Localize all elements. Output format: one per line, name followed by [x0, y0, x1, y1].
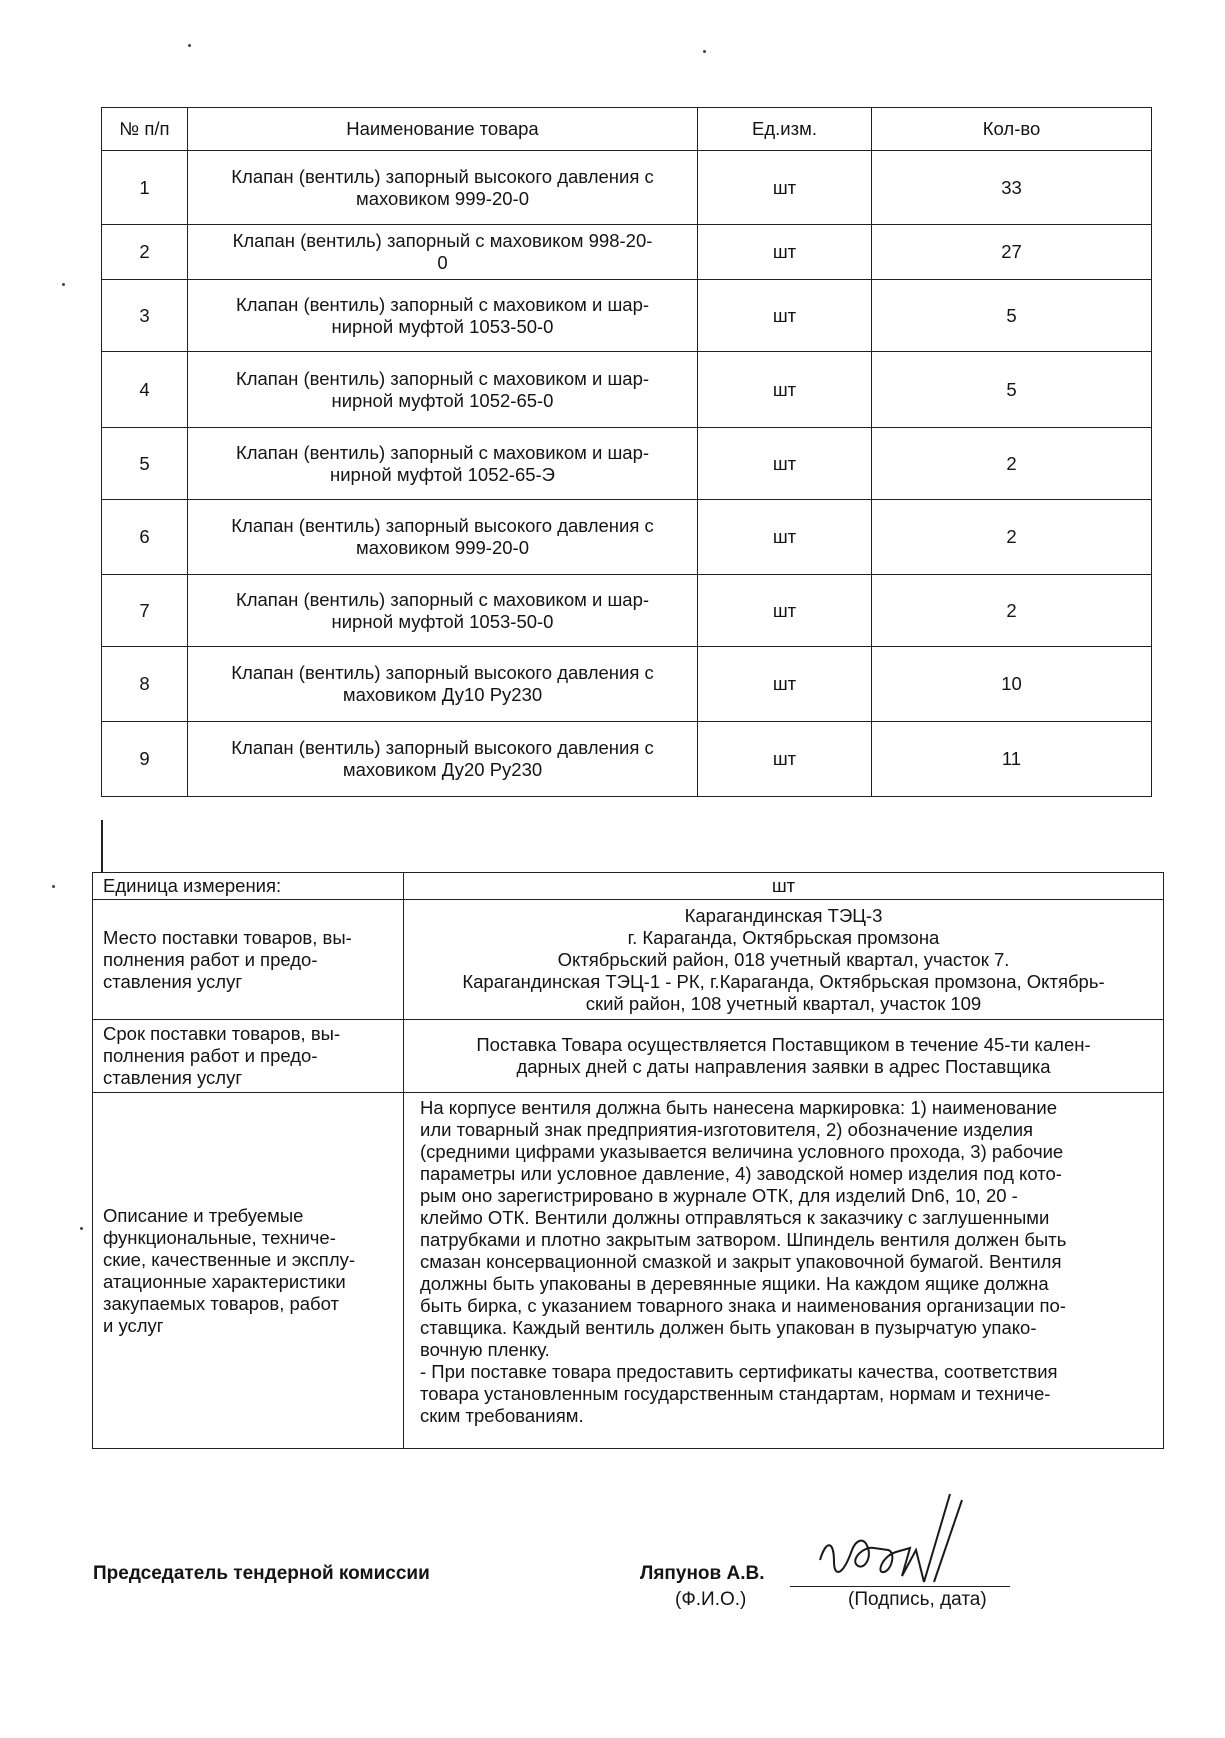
description-value-line: товара установленным государственным стандартам, нормам и техниче-	[420, 1383, 1051, 1404]
table-row	[102, 225, 1152, 280]
scan-speck	[80, 1227, 83, 1230]
description-value-line: На корпусе вентиля должна быть нанесена маркировка: 1) наименование	[420, 1097, 1058, 1118]
row-name	[188, 500, 698, 575]
row-name-line: нирной муфтой 1053-50-0	[331, 315, 554, 337]
row-unit: шт	[698, 500, 872, 575]
row-name-line: нирной муфтой 1052-65-Э	[330, 463, 555, 485]
table-row	[102, 500, 1152, 575]
row-qty: 11	[872, 722, 1152, 797]
row-name-line: Клапан (вентиль) запорный с маховиком и шар-	[235, 441, 650, 463]
row-qty: 2	[872, 500, 1152, 575]
header-unit: Ед.изм.	[698, 108, 872, 151]
term-label-line: Срок поставки товаров, вы-	[103, 1023, 341, 1044]
description-value-line: параметры или условное давление, 4) заводской номер изделия под кото-	[420, 1163, 1062, 1184]
table-header-row	[102, 108, 1152, 151]
row-name	[188, 575, 698, 647]
description-value-line: вочную пленку.	[420, 1339, 550, 1360]
items-table	[101, 107, 1152, 797]
row-name-line: маховиком 999-20-0	[355, 187, 529, 209]
row-num: 8	[102, 647, 188, 722]
row-name-line: Клапан (вентиль) запорный с маховиком и шар-	[235, 588, 650, 610]
term-label-line: ставления услуг	[103, 1067, 243, 1088]
description-value-line: рым оно зарегистрировано в журнале ОТК, для изделий Dn6, 10, 20 -	[420, 1185, 1018, 1206]
row-name-line: маховиком Ду10 Ру230	[342, 684, 543, 705]
description-label-line: функциональные, техниче-	[103, 1226, 336, 1248]
signature-caption: (Подпись, дата)	[848, 1589, 987, 1610]
table-row	[102, 722, 1152, 797]
description-value-line: быть бирка, с указанием товарного знака и наименования организации по-	[420, 1295, 1066, 1316]
row-qty: 5	[872, 352, 1152, 428]
row-num: 5	[102, 428, 188, 500]
term-label-line: полнения работ и предо-	[103, 1045, 318, 1066]
scan-speck	[62, 283, 65, 286]
row-unit: шт	[698, 352, 872, 428]
row-name	[188, 280, 698, 352]
row-name-line: Клапан (вентиль) запорный с маховиком 998-20-	[232, 230, 653, 251]
row-name	[188, 428, 698, 500]
row-num: 2	[102, 225, 188, 280]
place-label-line: ставления услуг	[103, 970, 243, 992]
row-name-line: маховиком Ду20 Ру230	[342, 759, 543, 780]
table-row	[102, 647, 1152, 722]
table-row	[102, 151, 1152, 225]
description-value-line: клеймо ОТК. Вентили должны отправляться к заказчику с заглушенными	[420, 1207, 1050, 1228]
place-value-line: г. Караганда, Октябрьская промзона	[627, 926, 940, 948]
row-qty: 33	[872, 151, 1152, 225]
row-name-line: нирной муфтой 1052-65-0	[331, 389, 554, 411]
row-unit: шт	[698, 225, 872, 280]
header-qty: Кол-во	[872, 108, 1152, 151]
row-name-line: Клапан (вентиль) запорный высокого давления с	[231, 662, 654, 683]
description-label	[93, 1093, 404, 1449]
term-value-line: дарных дней с даты направления заявки в адрес Поставщика	[516, 1056, 1051, 1077]
scan-speck	[188, 44, 191, 47]
row-name-line: Клапан (вентиль) запорный с маховиком и шар-	[235, 293, 650, 315]
place-value-line: Карагандинская ТЭЦ-1 - РК, г.Караганда, Октябрьская промзона, Октябрь-	[462, 970, 1105, 992]
chairman-label: Председатель тендерной комиссии	[93, 1563, 430, 1584]
fio-caption: (Ф.И.О.)	[675, 1589, 747, 1610]
row-unit: шт	[698, 280, 872, 352]
row-name-line: Клапан (вентиль) запорный с маховиком и шар-	[235, 367, 650, 389]
table-edge-fragment	[101, 820, 108, 872]
description-value-line: патрубками и плотно закрытым затвором. Шпиндель вентиля должен быть	[420, 1229, 1067, 1250]
term-value-line: Поставка Товара осуществляется Поставщиком в течение 45-ти кален-	[476, 1034, 1091, 1055]
place-value-line: Карагандинская ТЭЦ-3	[684, 904, 883, 926]
unit-row	[93, 873, 1164, 900]
row-name-line: Клапан (вентиль) запорный высокого давления с	[231, 165, 654, 187]
unit-label: Единица измерения:	[93, 873, 404, 900]
description-value-line: смазан консервационной смазкой и закрыт упаковочной бумагой. Вентиля	[420, 1251, 1062, 1272]
table-row	[102, 575, 1152, 647]
description-value-line: - При поставке товара предоставить сертификаты качества, соответствия	[420, 1361, 1058, 1382]
row-qty: 10	[872, 647, 1152, 722]
table-row	[102, 280, 1152, 352]
row-name-line: Клапан (вентиль) запорный высокого давления с	[231, 515, 654, 536]
place-value-line: Октябрьский район, 018 учетный квартал, участок 7.	[557, 948, 1010, 970]
row-unit: шт	[698, 575, 872, 647]
description-label-line: ские, качественные и эксплу-	[103, 1248, 356, 1270]
place-value-line: ский район, 108 учетный квартал, участок 109	[585, 992, 982, 1014]
row-name	[188, 225, 698, 280]
scan-speck	[703, 50, 706, 53]
description-value-line: должны быть упакованы в деревянные ящики. На каждом ящике должна	[420, 1273, 1049, 1294]
row-unit: шт	[698, 151, 872, 225]
description-value-line: (средними цифрами указывается величина условного прохода, 3) рабочие	[420, 1141, 1064, 1162]
description-value-line: ставщика. Каждый вентиль должен быть упакован в пузырчатую упако-	[420, 1317, 1037, 1338]
row-unit: шт	[698, 428, 872, 500]
place-value	[404, 900, 1164, 1020]
row-name-line: нирной муфтой 1053-50-0	[331, 610, 554, 632]
table-row	[102, 352, 1152, 428]
place-row	[93, 900, 1164, 1020]
description-label-line: Описание и требуемые	[103, 1204, 304, 1226]
row-num: 1	[102, 151, 188, 225]
header-num: № п/п	[102, 108, 188, 151]
row-name-line: 0	[437, 252, 448, 273]
term-value	[404, 1020, 1164, 1093]
row-name	[188, 647, 698, 722]
row-unit: шт	[698, 722, 872, 797]
description-label-line: и услуг	[103, 1314, 164, 1336]
place-label	[93, 900, 404, 1020]
row-num: 3	[102, 280, 188, 352]
row-qty: 27	[872, 225, 1152, 280]
row-qty: 2	[872, 575, 1152, 647]
place-label-line: Место поставки товаров, вы-	[103, 926, 352, 948]
row-num: 7	[102, 575, 188, 647]
term-label	[93, 1020, 404, 1093]
row-qty: 2	[872, 428, 1152, 500]
description-value-line: ским требованиям.	[420, 1405, 584, 1426]
description-row	[93, 1093, 1164, 1449]
row-num: 6	[102, 500, 188, 575]
row-name-line: Клапан (вентиль) запорный высокого давления с	[231, 737, 654, 758]
row-unit: шт	[698, 647, 872, 722]
description-value-line: или товарный знак предприятия-изготовителя, 2) обозначение изделия	[420, 1119, 1034, 1140]
row-num: 9	[102, 722, 188, 797]
unit-value: шт	[404, 873, 1164, 900]
row-name	[188, 352, 698, 428]
description-label-line: закупаемых товаров, работ	[103, 1292, 340, 1314]
place-label-line: полнения работ и предо-	[103, 948, 318, 970]
description-value	[404, 1093, 1164, 1449]
row-qty: 5	[872, 280, 1152, 352]
term-row	[93, 1020, 1164, 1093]
row-name-line: маховиком 999-20-0	[355, 537, 529, 558]
row-name	[188, 151, 698, 225]
row-num: 4	[102, 352, 188, 428]
row-name	[188, 722, 698, 797]
info-table	[92, 872, 1164, 1449]
header-name: Наименование товара	[188, 108, 698, 151]
chairman-name: Ляпунов А.В.	[640, 1563, 765, 1584]
items-table-body	[102, 108, 1152, 797]
table-row	[102, 428, 1152, 500]
scan-speck	[52, 885, 55, 888]
description-label-line: атационные характеристики	[103, 1270, 346, 1292]
handwritten-signature	[812, 1490, 982, 1600]
